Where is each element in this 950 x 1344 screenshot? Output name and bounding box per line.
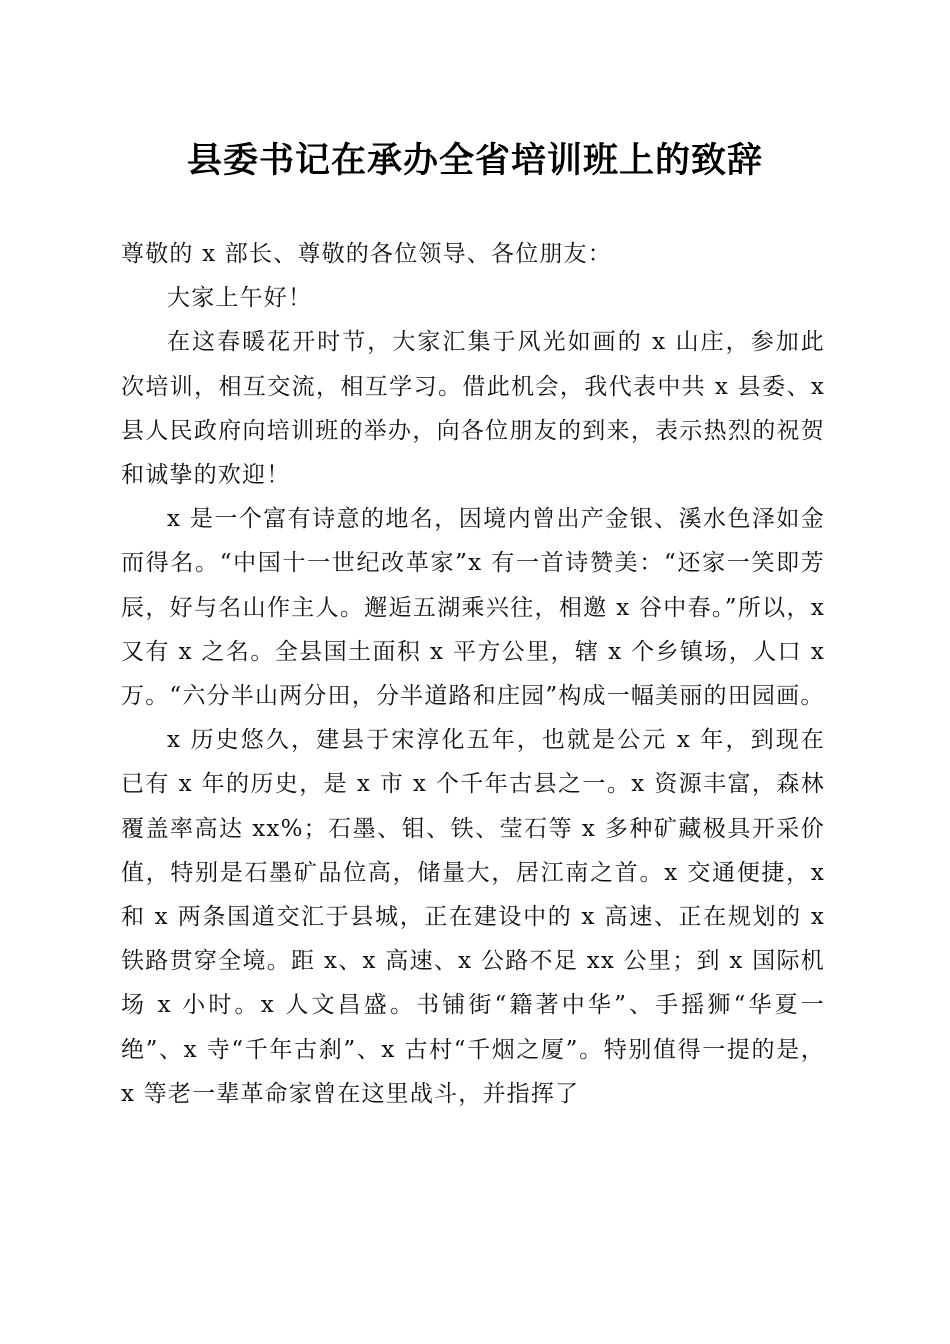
paragraph-welcome: 在这春暖花开时节，大家汇集于风光如画的 x 山庄，参加此次培训，相互交流，相互学习。借此机会，我代表中共 x 县委、x 县人民政府向培训班的举办，向各位朋友的到来，表示热烈的祝贺和诚挚的欢迎！	[121, 329, 825, 489]
paragraph-greeting: 大家上午好！	[167, 285, 313, 312]
paragraph-place-name: x 是一个富有诗意的地名，因境内曾出产金银、溪水色泽如金而得名。“中国十一世纪改革家”x 有一首诗赞美：“还家一笑即芳辰，好与名山作主人。邂逅五湖乘兴往，相邀 x 谷中春。”所以，x 又有 x 之名。全县国土面积 x 平方公里，辖 x 个乡镇场，人口 x 万。“六分半山两分田，分半道路和庄园”构成一幅美丽的田园画。	[121, 506, 825, 710]
document-body	[121, 232, 825, 1116]
page-title: 县委书记在承办全省培训班上的致辞	[186, 140, 763, 181]
paragraph-history: x 历史悠久，建县于宋淳化五年，也就是公元 x 年，到现在已有 x 年的历史，是 x 市 x 个千年古县之一。x 资源丰富，森林覆盖率高达 xx%；石墨、钼、铁、莹石等 x 多种矿藏极具开采价值，特别是石墨矿品位高，储量大，居江南之首。x 交通便捷，x 和 x 两条国道交汇于县城，正在建设中的 x 高速、正在规划的 x 铁路贯穿全境。距 x、x 高速、x 公路不足 xx 公里；到 x 国际机场 x 小时。x 人文昌盛。书铺街“籍著中华”、手摇狮“华夏一绝”、x 寺“千年古刹”、x 古村“千烟之厦”。特别值得一提的是，x 等老一辈革命家曾在这里战斗，并指挥了	[121, 727, 825, 1107]
salutation-line: 尊敬的 x 部长、尊敬的各位领导、各位朋友：	[121, 241, 612, 267]
